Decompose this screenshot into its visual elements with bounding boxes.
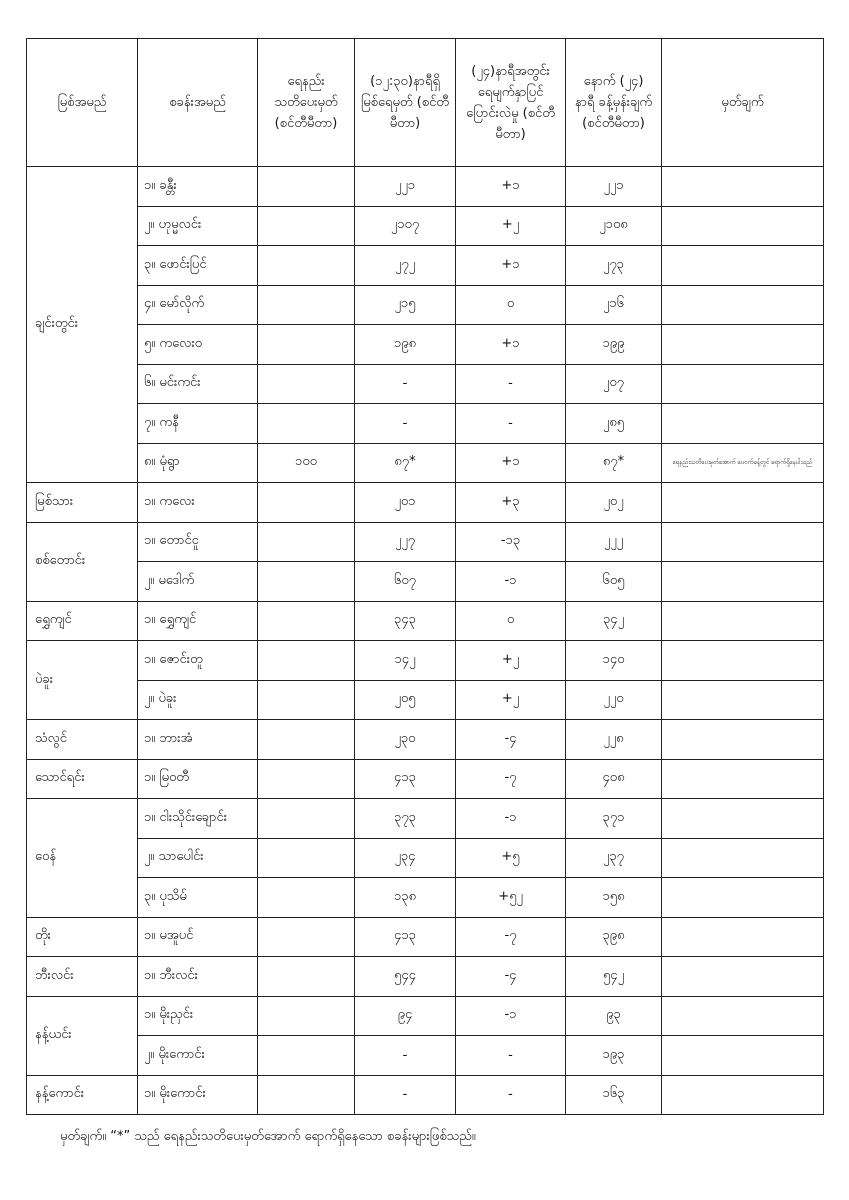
forecast-level: ၂၂၂ <box>566 522 662 562</box>
river-level-table <box>26 38 824 1115</box>
danger-level <box>258 167 355 207</box>
header-river: မြစ်အမည် <box>27 39 138 167</box>
water-level: - <box>355 404 456 444</box>
water-level: ၉၄ <box>355 996 456 1036</box>
water-level: - <box>355 364 456 404</box>
danger-level <box>258 285 355 325</box>
level-change: +၃ <box>456 483 566 523</box>
station-name: ၃။ ပုသိမ် <box>138 878 258 918</box>
remark <box>662 364 824 404</box>
station-name: ၅။ ကလေးဝ <box>138 325 258 365</box>
forecast-level: ၂၂၁ <box>566 167 662 207</box>
station-name: ၄။ မော်လိုက် <box>138 285 258 325</box>
forecast-level: ၂၇၃ <box>566 246 662 286</box>
level-change: - <box>456 364 566 404</box>
table-row <box>27 246 824 286</box>
level-change: - <box>456 404 566 444</box>
danger-level <box>258 325 355 365</box>
danger-level <box>258 996 355 1036</box>
table-row <box>27 878 824 918</box>
remark <box>662 601 824 641</box>
river-name: သံလွင် <box>27 720 138 760</box>
table-row <box>27 720 824 760</box>
water-level: ၄၁၃ <box>355 917 456 957</box>
remark <box>662 1036 824 1076</box>
forecast-level: ၂၁၀၈ <box>566 206 662 246</box>
water-level: ၆၀၇ <box>355 562 456 602</box>
danger-level <box>258 206 355 246</box>
river-name: ဝေန် <box>27 799 138 918</box>
table-row <box>27 641 824 681</box>
table-row <box>27 957 824 997</box>
danger-level <box>258 1036 355 1076</box>
danger-level <box>258 562 355 602</box>
remark <box>662 562 824 602</box>
danger-level <box>258 720 355 760</box>
water-level: ၃၄၃ <box>355 601 456 641</box>
danger-level <box>258 878 355 918</box>
table-row <box>27 167 824 207</box>
water-level: ၂၀၅ <box>355 680 456 720</box>
level-change: +၅ <box>456 838 566 878</box>
remark <box>662 917 824 957</box>
level-change: ၀ <box>456 601 566 641</box>
water-level: ၂၂၁ <box>355 167 456 207</box>
water-level: ၈၇* <box>355 443 456 483</box>
table-body <box>27 167 824 1115</box>
level-change: +၂ <box>456 680 566 720</box>
danger-level <box>258 404 355 444</box>
level-change: ၀ <box>456 285 566 325</box>
header-danger: ရေနည်း သတိပေးမှတ် (စင်တီမီတာ) <box>258 39 355 167</box>
remark <box>662 1075 824 1115</box>
forecast-level: ၈၇* <box>566 443 662 483</box>
forecast-level: ၂၈၅ <box>566 404 662 444</box>
danger-level <box>258 364 355 404</box>
level-change: - <box>456 1036 566 1076</box>
water-level: - <box>355 1075 456 1115</box>
danger-level <box>258 957 355 997</box>
table-row <box>27 759 824 799</box>
river-name: မြစ်သား <box>27 483 138 523</box>
forecast-level: ၁၉၉ <box>566 325 662 365</box>
station-name: ၁။ ကလေး <box>138 483 258 523</box>
water-level: - <box>355 1036 456 1076</box>
danger-level <box>258 799 355 839</box>
station-name: ၁။ ရွှေကျင် <box>138 601 258 641</box>
forecast-level: ၆၀၅ <box>566 562 662 602</box>
level-change: -၁ <box>456 562 566 602</box>
forecast-level: ၃၄၂ <box>566 601 662 641</box>
remark <box>662 246 824 286</box>
level-change: +၁ <box>456 325 566 365</box>
level-change: -၁ <box>456 996 566 1036</box>
river-name: သောင်ရင်း <box>27 759 138 799</box>
water-level: ၂၇၂ <box>355 246 456 286</box>
forecast-level: ၂၀၂ <box>566 483 662 523</box>
station-name: ၂။ ဟုမ္မလင်း <box>138 206 258 246</box>
station-name: ၁။ ဇောင်းတူ <box>138 641 258 681</box>
forecast-level: ၅၄၂ <box>566 957 662 997</box>
danger-level <box>258 1075 355 1115</box>
remark <box>662 759 824 799</box>
water-level: ၁၉၈ <box>355 325 456 365</box>
remark <box>662 285 824 325</box>
remark <box>662 483 824 523</box>
water-level: ၂၀၁ <box>355 483 456 523</box>
forecast-level: ၁၄၀ <box>566 641 662 681</box>
table-row <box>27 1075 824 1115</box>
remark <box>662 838 824 878</box>
remark <box>662 720 824 760</box>
water-level: ၂၂၇ <box>355 522 456 562</box>
danger-level <box>258 641 355 681</box>
table-row <box>27 522 824 562</box>
forecast-level: ၂၃၇ <box>566 838 662 878</box>
danger-level <box>258 838 355 878</box>
forecast-level: ၁၅၈ <box>566 878 662 918</box>
table-row <box>27 562 824 602</box>
forecast-level: ၂၀၇ <box>566 364 662 404</box>
station-name: ၁။ မိုးကောင်း <box>138 1075 258 1115</box>
level-change: - <box>456 1075 566 1115</box>
table-row <box>27 443 824 483</box>
danger-level <box>258 246 355 286</box>
station-name: ၈။ မုံရွာ <box>138 443 258 483</box>
river-name: ရွှေကျင် <box>27 601 138 641</box>
danger-level <box>258 601 355 641</box>
header-station: စခန်းအမည် <box>138 39 258 167</box>
forecast-level: ၁၆၃ <box>566 1075 662 1115</box>
water-level: ၂၁၅ <box>355 285 456 325</box>
table-row <box>27 483 824 523</box>
table-row <box>27 680 824 720</box>
river-name: တိုး <box>27 917 138 957</box>
station-name: ၇။ ကနီ <box>138 404 258 444</box>
header-level: (၁၂:၃၀)နာရီရှိ မြစ်ရေမှတ် (စင်တီမီတာ) <box>355 39 456 167</box>
level-change: +၂ <box>456 206 566 246</box>
table-row <box>27 206 824 246</box>
station-name: ၁။ တောင်ငူ <box>138 522 258 562</box>
table-row <box>27 1036 824 1076</box>
remark <box>662 680 824 720</box>
danger-level <box>258 483 355 523</box>
table-row <box>27 996 824 1036</box>
water-level: ၃၇၃ <box>355 799 456 839</box>
remark: ရေနည်းသတိပေးမှတ်အောက် ပေဝက်ခန့်တွင် ရောက်ရှိနေပါသည် <box>662 443 824 483</box>
table-row <box>27 404 824 444</box>
station-name: ၃။ ဖောင်းပြင် <box>138 246 258 286</box>
forecast-level: ၂၂၈ <box>566 720 662 760</box>
station-name: ၂။ မဒေါက် <box>138 562 258 602</box>
remark <box>662 206 824 246</box>
remark <box>662 996 824 1036</box>
station-name: ၁။ မအူပင် <box>138 917 258 957</box>
header-remark: မှတ်ချက် <box>662 39 824 167</box>
station-name: ၁။ ငါးသိုင်းချောင်း <box>138 799 258 839</box>
table-row <box>27 799 824 839</box>
header-change: (၂၄)နာရီအတွင်း ရေမျက်နှာပြင် ပြောင်းလဲမှု (စင်တီမီတာ) <box>456 39 566 167</box>
level-change: -၁၃ <box>456 522 566 562</box>
forecast-level: ၂၁၆ <box>566 285 662 325</box>
remark <box>662 799 824 839</box>
danger-level <box>258 522 355 562</box>
station-name: ၁။ ဘီးလင်း <box>138 957 258 997</box>
remark <box>662 325 824 365</box>
level-change: -၇ <box>456 917 566 957</box>
river-name: ချင်းတွင်း <box>27 167 138 483</box>
remark <box>662 167 824 207</box>
level-change: -၄ <box>456 957 566 997</box>
level-change: +၁ <box>456 167 566 207</box>
remark <box>662 878 824 918</box>
river-name: ပဲခူး <box>27 641 138 720</box>
water-level: ၁၃၈ <box>355 878 456 918</box>
table-row <box>27 364 824 404</box>
level-change: -၄ <box>456 720 566 760</box>
table-row <box>27 838 824 878</box>
river-name: စစ်တောင်း <box>27 522 138 601</box>
forecast-level: ၄၀၈ <box>566 759 662 799</box>
forecast-level: ၁၉၃ <box>566 1036 662 1076</box>
water-level: ၂၁၀၇ <box>355 206 456 246</box>
level-change: +၁ <box>456 246 566 286</box>
header-row <box>27 39 824 167</box>
water-level: ၁၄၂ <box>355 641 456 681</box>
remark <box>662 404 824 444</box>
level-change: -၇ <box>456 759 566 799</box>
danger-level <box>258 759 355 799</box>
table-row <box>27 325 824 365</box>
water-level: ၄၁၃ <box>355 759 456 799</box>
station-name: ၆။ မင်းကင်း <box>138 364 258 404</box>
level-change: +၂ <box>456 641 566 681</box>
remark <box>662 641 824 681</box>
remark <box>662 957 824 997</box>
level-change: +၁ <box>456 443 566 483</box>
level-change: +၅၂ <box>456 878 566 918</box>
station-name: ၁။ ခန္တီး <box>138 167 258 207</box>
forecast-level: ၃၇၁ <box>566 799 662 839</box>
river-name: နန့်ကောင်း <box>27 1075 138 1115</box>
station-name: ၁။ မိုးညှင်း <box>138 996 258 1036</box>
table-row <box>27 917 824 957</box>
water-level: ၂၃၄ <box>355 838 456 878</box>
remark <box>662 522 824 562</box>
river-name: ဘီးလင်း <box>27 957 138 997</box>
table-row <box>27 601 824 641</box>
danger-level <box>258 680 355 720</box>
river-name: နန့်ယင်း <box>27 996 138 1075</box>
station-name: ၁။ မြဝတီ <box>138 759 258 799</box>
table-row <box>27 285 824 325</box>
station-name: ၂။ ပဲခူး <box>138 680 258 720</box>
water-level: ၂၃၀ <box>355 720 456 760</box>
level-change: -၁ <box>456 799 566 839</box>
header-forecast: နောက် (၂၄) နာရီ ခန့်မှန်းချက် (စင်တီမီတာ) <box>566 39 662 167</box>
forecast-level: ၉၃ <box>566 996 662 1036</box>
forecast-level: ၂၂၀ <box>566 680 662 720</box>
station-name: ၂။ မိုးကောင်း <box>138 1036 258 1076</box>
danger-level <box>258 917 355 957</box>
station-name: ၁။ ဘားအံ <box>138 720 258 760</box>
forecast-level: ၃၉၈ <box>566 917 662 957</box>
footnote: မှတ်ချက်။ “*” သည် ရေနည်းသတိပေးမှတ်အောက် ရောက်ရှိနေသော စခန်းများဖြစ်သည်။ <box>60 1129 476 1144</box>
danger-level: ၁၀၀ <box>258 443 355 483</box>
water-level: ၅၄၄ <box>355 957 456 997</box>
station-name: ၂။ သာပေါင်း <box>138 838 258 878</box>
